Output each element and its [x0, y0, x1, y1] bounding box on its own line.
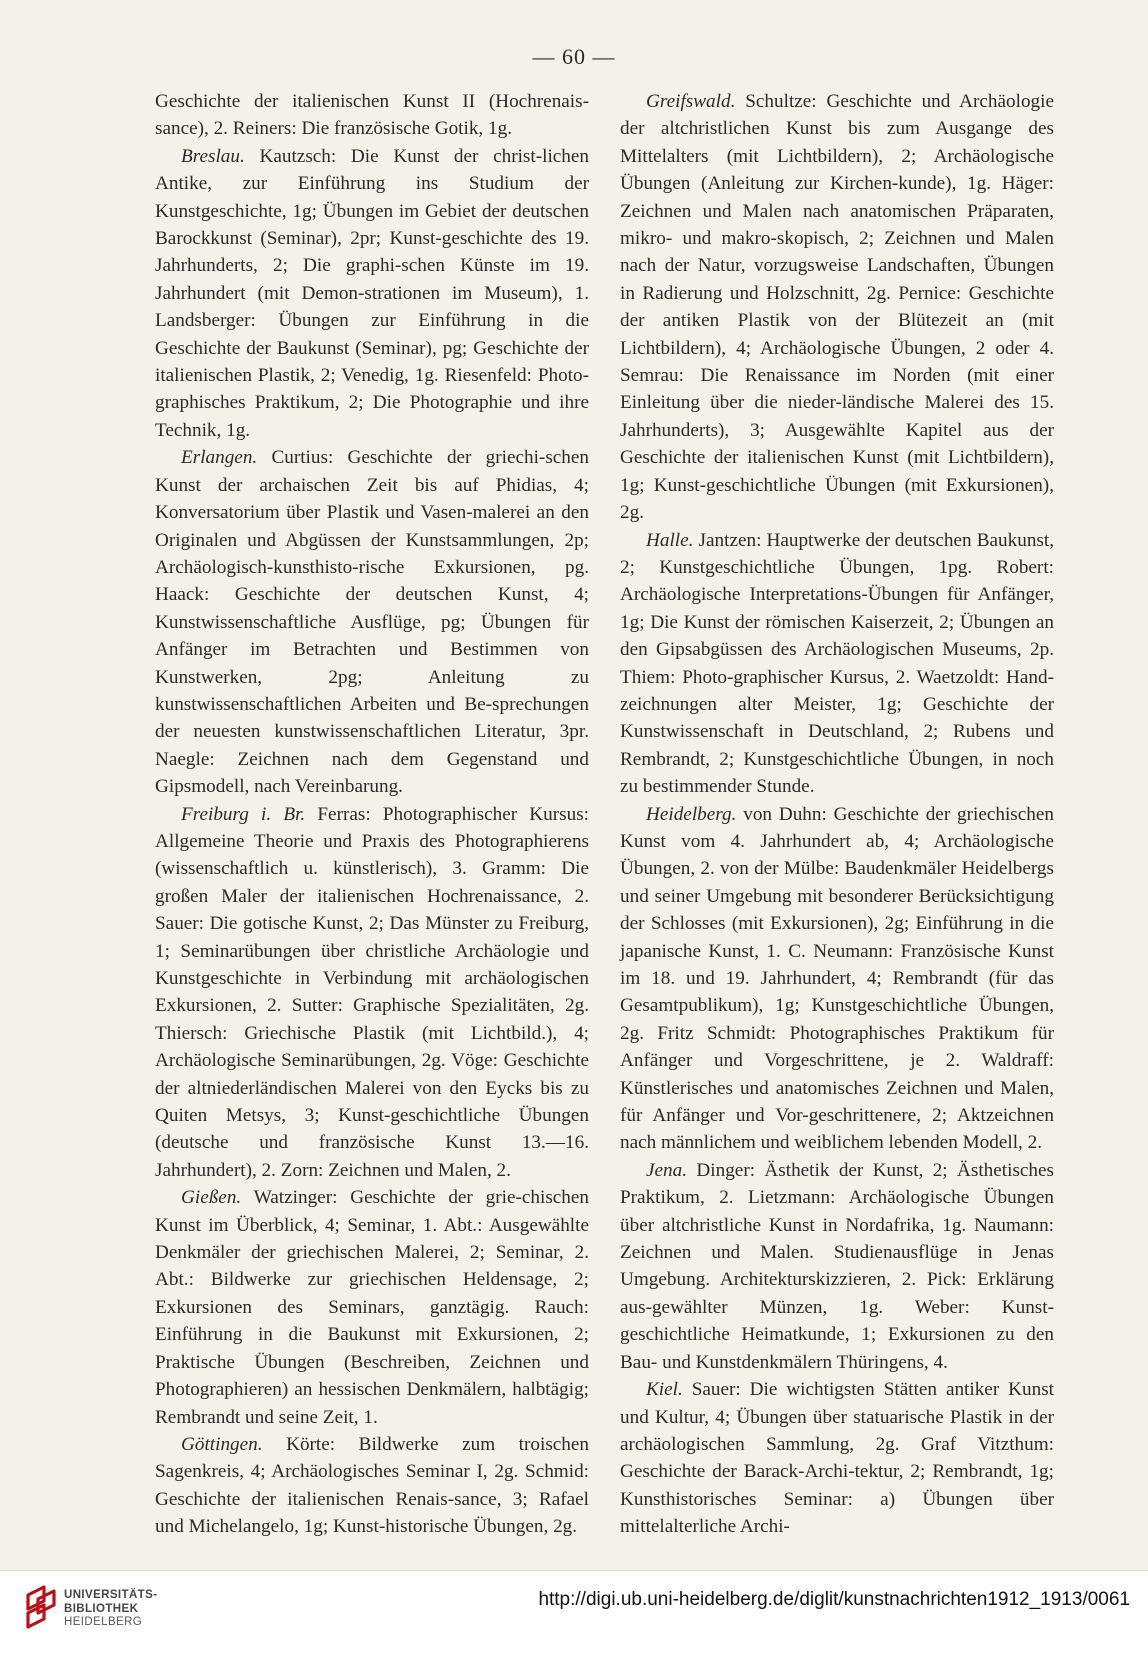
paragraph-giessen [155, 1184, 589, 1431]
paragraph-body: Körte: Bildwerke zum troischen Sagenkreis, 4; Archäologisches Seminar I, 2g. Schmid: Geschichte der italienischen Renais-sance, 3; Rafael und Michelangelo, 1g; Kunst-historische Übungen, 2g. [155, 1433, 590, 1538]
paragraph-goettingen [155, 1431, 589, 1541]
paragraph-continuation: Geschichte der italienischen Kunst II (Hochrenais-sance), 2. Reiners: Die französische Gotik, 1g. [155, 91, 589, 140]
paragraph-kiel [620, 1376, 1054, 1540]
paragraph-freiburg [155, 801, 589, 1185]
paragraph-body: Kautzsch: Die Kunst der christ-lichen Antike, zur Einführung ins Studium der Kunstgeschichte, 1g; Übungen im Gebiet der deutschen Barockkunst (Seminar), 2pr; Kunst-geschichte des 19. Jahrhunderts, 2; Die graphi-schen Künste im 19. Jahrhundert (mit Demon-strationen im Museum), 1. Landsberger: Übungen zur Einführung in die Geschichte der Baukunst (Seminar), pg; Geschichte der italienischen Plastik, 2; Venedig, 1g. Riesenfeld: Photo-graphisches Praktikum, 2; Die Photographie und ihre Technik, 1g. [155, 145, 590, 441]
paragraph-body: von Duhn: Geschichte der griechischen Kunst vom 4. Jahrhundert ab, 4; Archäologische Übungen, 2. von der Mülbe: Baudenkmäler Heidelbergs und seiner Umgebung mit besonderer Berücksichtigung der Schlosses (mit Exkursionen), 2g; Einführung in die japanische Kunst, 1. C. Neumann: Französische Kunst im 18. und 19. Jahrhundert, 4; Rembrandt (für das Gesamtpublikum), 1g; Kunstgeschichtliche Übungen, 2g. Fritz Schmidt: Photographisches Praktikum für Anfänger und Vorgeschrittene, je 2. Waldraff: Künstlerisches und anatomisches Zeichnen und Malen, für Anfänger und Vor-geschrittenere, 2; Aktzeichnen nach männlichem und weiblichem lebenden Modell, 2. [620, 803, 1054, 1154]
paragraph-greifswald [620, 88, 1054, 527]
paragraph-body: Curtius: Geschichte der griechi-schen Kunst der archaischen Zeit bis auf Phidias, 4; Konversatorium über Plastik und Vasen-malerei an den Originalen und Abgüssen der Kunstsammlungen, 2p; Archäologisch-kunsthisto-rische Exkursionen, pg. Haack: Geschichte der deutschen Kunst, 4; Kunstwissenschaftliche Ausflüge, pg; Übungen für Anfänger im Betrachten und Bestimmen von Kunstwerken, 2pg; Anleitung zu kunstwissenschaftlichen Arbeiten und Be-sprechungen der neuesten kunstwissenschaftlichen Literatur, 3pr. Naegle: Zeichnen nach dem Gegenstand und Gipsmodell, nach Vereinbarung. [155, 447, 590, 798]
library-logo-svg [24, 1583, 58, 1633]
library-name-line3: HEIDELBERG [64, 1616, 143, 1628]
city-heading: Jena. [646, 1159, 688, 1181]
city-heading: Erlangen. [181, 447, 258, 469]
paragraph-body: Watzinger: Geschichte der grie-chischen Kunst im Überblick, 4; Seminar, 1. Abt.: Ausgewählte Denkmäler der griechischen Malerei, 2; Seminar, 2. Abt.: Bildwerke zur griechischen Heldensage, 2; Exkursionen des Seminars, ganztägig. Rauch: Einführung in die Baukunst mit Exkursionen, 2; Praktische Übungen (Beschreiben, Zeichnen und Photographieren) an hessischen Denkmälern, halbtägig; Rembrandt und seine Zeit, 1. [155, 1187, 590, 1428]
library-name-line1: UNIVERSITÄTS- [64, 1589, 158, 1601]
city-heading: Göttingen. [181, 1433, 263, 1455]
paragraph-body: Ferras: Photographischer Kursus: Allgemeine Theorie und Praxis des Photographierens (wissenschaftlich u. künstlerisch), 3. Gramm: Die großen Maler der italienischen Hochrenaissance, 2. Sauer: Die gotische Kunst, 2; Das Münster zu Freiburg, 1; Seminarübungen über christliche Archäologie und Kunstgeschichte in Verbindung mit archäologischen Exkursionen, 2. Sutter: Graphische Spezialitäten, 2g. Thiersch: Griechische Plastik (mit Lichtbild.), 4; Archäologische Seminarübungen, 2g. Vöge: Geschichte der altniederländischen Malerei von den Eycks bis zu Quiten Metsys, 3; Kunst-geschichtliche Übungen (deutsche und französische Kunst 13.—16. Jahrhundert), 2. Zorn: Zeichnen und Malen, 2. [155, 803, 590, 1181]
paragraph-body: Jantzen: Hauptwerke der deutschen Baukunst, 2; Kunstgeschichtliche Übungen, 1pg. Robert: Archäologische Interpretations-Übungen für Anfänger, 1g; Die Kunst der römischen Kaiserzeit, 2; Übungen an den Gipsabgüssen des Archäologischen Museums, 2p. Thiem: Photo-graphischer Kursus, 2. Waetzoldt: Hand-zeichnungen alter Meister, 1g; Geschichte der Kunstwissenschaft in Deutschland, 2; Rubens und Rembrandt, 2; Kunstgeschichtliche Übungen, in noch zu bestimmender Stunde. [620, 529, 1055, 798]
paragraph-body: Dinger: Ästhetik der Kunst, 2; Ästhetisches Praktikum, 2. Lietzmann: Archäologische Übungen über altchristliche Kunst in Nordafrika, 1g. Naumann: Zeichnen und Malen. Studienausflüge in Jenas Umgebung. Architekturskizzieren, 2. Pick: Erklärung aus-gewählter Münzen, 1g. Weber: Kunst-geschichtliche Heimatkunde, 1; Exkursionen zu den Bau- und Kunstdenkmälern Thüringens, 4. [620, 1159, 1055, 1373]
right-column [620, 88, 1054, 1541]
paragraph-breslau [155, 143, 589, 444]
left-column [155, 88, 589, 1541]
library-name-line2: BIBLIOTHEK [64, 1602, 139, 1615]
city-heading: Gießen. [181, 1187, 242, 1209]
footer-bar [0, 1570, 1148, 1655]
city-heading: Greifswald. [646, 91, 736, 112]
source-url-link[interactable]: http://digi.ub.uni-heidelberg.de/diglit/kunstnachrichten1912_1913/0061 [538, 1589, 1130, 1610]
paragraph-erlangen [155, 444, 589, 800]
city-heading: Breslau. [181, 145, 245, 167]
paragraph-body: Sauer: Die wichtigsten Stätten antiker Kunst und Kultur, 4; Übungen über statuarische Plastik in der archäologischen Sammlung, 2g. Graf Vitzthum: Geschichte der Barack-Archi-tektur, 2; Rembrandt, 1g; Kunsthistorisches Seminar: a) Übungen über mittelalterliche Archi- [620, 1379, 1054, 1538]
library-name [64, 1589, 157, 1630]
paragraph-body: Schultze: Geschichte und Archäologie der altchristlichen Kunst bis zum Ausgange des Mittelalters (mit Lichtbildern), 2; Archäologische Übungen (Anleitung zur Kirchen-kunde), 1g. Häger: Zeichnen und Malen nach anatomischen Präparaten, mikro- und makro-skopisch, 2; Zeichnen und Malen nach der Natur, vorzugsweise Landschaften, Übungen in Radierung und Holzschnitt, 2g. Pernice: Geschichte der antiken Plastik von der Blütezeit an (mit Lichtbildern), 4; Archäologische Übungen, 2 oder 4. Semrau: Die Renaissance im Norden (mit einer Einleitung über die nieder-ländische Malerei des 15. Jahrhunderts), 3; Ausgewählte Kapitel aus der Geschichte der italienischen Kunst (mit Lichtbildern), 1g; Kunst-geschichtliche Übungen (mit Exkursionen), 2g. [620, 91, 1054, 524]
page-number: — 60 — [532, 44, 616, 69]
paragraph-jena [620, 1157, 1054, 1376]
city-heading: Heidelberg. [646, 803, 737, 825]
paragraph-heidelberg [620, 801, 1054, 1157]
city-heading: Kiel. [646, 1379, 683, 1401]
city-heading: Halle. [646, 529, 694, 551]
paragraph-halle [620, 527, 1054, 801]
library-logo-icon [24, 1583, 58, 1638]
city-heading: Freiburg i. Br. [181, 803, 306, 825]
